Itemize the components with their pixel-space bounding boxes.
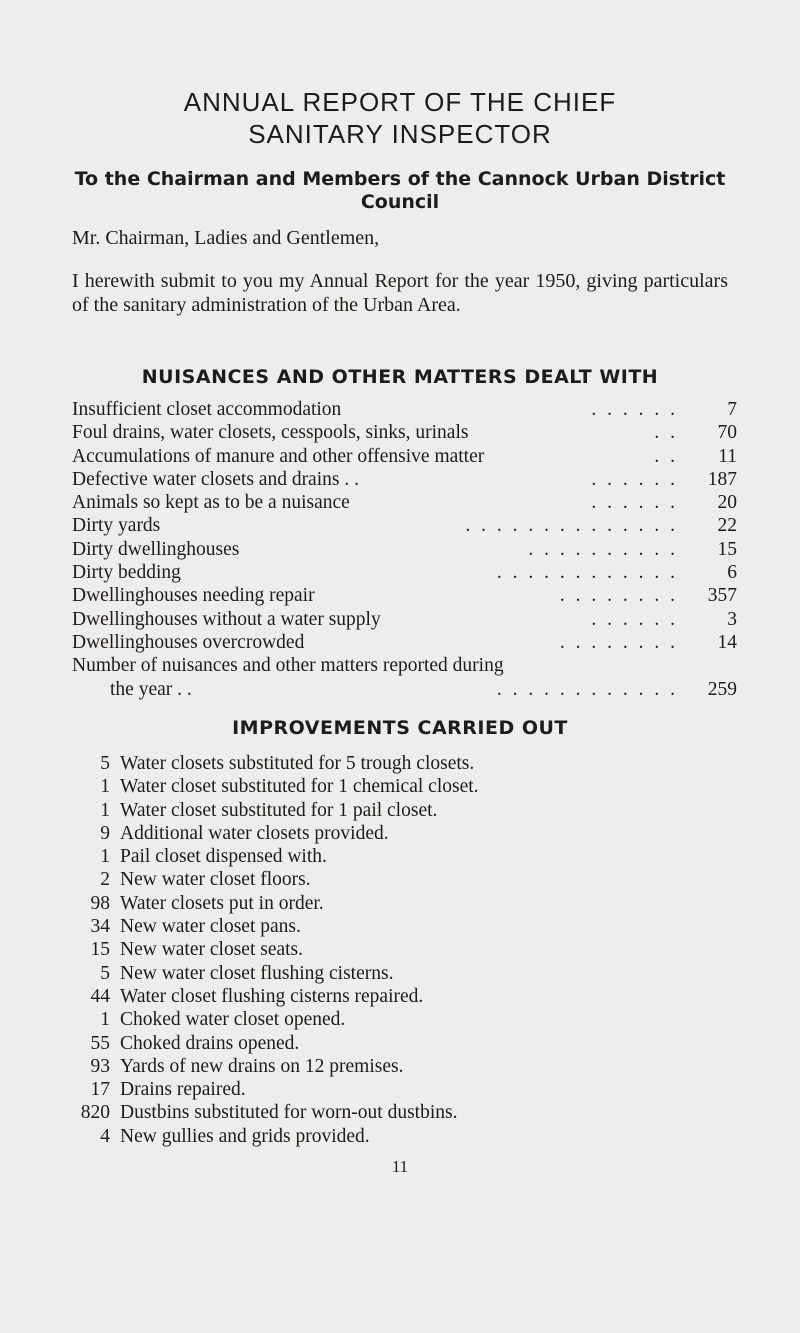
page-number: 11 — [391, 1157, 409, 1176]
nuisance-row — [72, 608, 737, 631]
nuisance-count: 11 — [718, 445, 737, 467]
improvement-desc: Drains repaired. — [120, 1079, 246, 1101]
dot-leader: . . . . . . — [591, 468, 678, 490]
improvement-qty: 1 — [100, 1009, 110, 1031]
nuisances-list — [72, 398, 737, 701]
improvement-item — [72, 915, 732, 938]
nuisance-count: 6 — [727, 562, 737, 584]
dot-leader: . . . . . . . . . . — [528, 538, 678, 560]
improvement-desc: Dustbins substituted for worn-out dustbins. — [120, 1102, 458, 1124]
nuisance-total-row-line-2 — [72, 678, 737, 701]
nuisance-count: 7 — [727, 399, 737, 420]
nuisance-count: 3 — [727, 608, 737, 630]
report-title — [60, 86, 740, 150]
nuisance-count: 187 — [707, 468, 737, 490]
dot-leader: . . . . . . . . . . . . — [496, 678, 678, 700]
improvement-qty: 98 — [90, 892, 110, 914]
improvement-item — [72, 1055, 732, 1078]
improvement-item — [72, 1125, 732, 1148]
improvement-qty: 34 — [90, 916, 110, 938]
nuisance-row — [72, 468, 737, 491]
nuisance-count: 14 — [717, 631, 737, 653]
improvement-desc: Water closet substituted for 1 pail closet. — [120, 799, 438, 821]
improvement-qty: 9 — [100, 822, 110, 844]
improvement-qty: 1 — [100, 776, 110, 798]
improvement-qty: 4 — [100, 1125, 110, 1147]
nuisance-count: 70 — [717, 422, 737, 444]
improvement-qty: 17 — [90, 1079, 110, 1101]
dot-leader: . . . . . . . . — [559, 631, 678, 653]
nuisance-count: 20 — [717, 492, 737, 514]
improvement-desc: Water closet substituted for 1 chemical closet. — [120, 776, 479, 798]
improvement-item — [72, 1032, 732, 1055]
nuisance-label: Foul drains, water closets, cesspools, sinks, urinals — [72, 422, 469, 444]
improvement-desc: New water closet flushing cisterns. — [120, 962, 394, 984]
nuisance-total-row-line-1 — [72, 654, 737, 677]
title-line-1: ANNUAL REPORT OF THE CHIEF — [183, 87, 617, 117]
nuisance-total-count: 259 — [707, 678, 737, 700]
improvement-desc: Water closet flushing cisterns repaired. — [120, 985, 424, 1007]
nuisance-row — [72, 631, 737, 654]
improvement-qty: 2 — [100, 869, 110, 891]
improvement-item — [72, 962, 732, 985]
nuisance-label: Dirty bedding — [72, 562, 181, 584]
nuisance-row — [72, 491, 737, 514]
nuisance-label: Dirty dwellinghouses — [72, 538, 240, 560]
dot-leader: . . — [654, 445, 678, 467]
improvement-desc: Water closets substituted for 5 trough closets. — [120, 753, 475, 774]
nuisance-row — [72, 445, 737, 468]
improvement-desc: New water closet seats. — [120, 939, 304, 961]
nuisance-label: Defective water closets and drains . . — [72, 468, 359, 490]
improvement-item — [72, 799, 732, 822]
improvement-item — [72, 822, 732, 845]
improvement-item — [72, 938, 732, 961]
nuisance-row — [72, 514, 737, 537]
nuisance-count: 15 — [717, 538, 737, 560]
improvement-item — [72, 985, 732, 1008]
total-label-line-1: Number of nuisances and other matters reported during — [72, 655, 504, 677]
intro-paragraph: I herewith submit to you my Annual Report for the year 1950, giving particulars of the sanitary administration of the Urban Area. — [72, 270, 728, 316]
dot-leader: . . . . . . — [591, 399, 678, 420]
nuisance-label: Insufficient closet accommodation — [72, 399, 342, 420]
addressee-line-1: To the Chairman and Members of the Cannock Urban District — [74, 168, 726, 190]
improvement-qty: 44 — [90, 985, 110, 1007]
nuisance-row — [72, 421, 737, 444]
salutation: Mr. Chairman, Ladies and Gentlemen, — [72, 227, 380, 249]
dot-leader: . . . . . . — [591, 492, 678, 514]
improvements-heading: IMPROVEMENTS CARRIED OUT — [232, 717, 568, 739]
dot-leader: . . . . . . . . — [559, 585, 678, 607]
improvement-item — [72, 1008, 732, 1031]
improvement-desc: Choked drains opened. — [120, 1032, 300, 1054]
nuisance-label: Dwellinghouses without a water supply — [72, 608, 381, 630]
nuisance-label: Dwellinghouses overcrowded — [72, 631, 305, 653]
improvement-desc: Pail closet dispensed with. — [120, 846, 327, 868]
nuisance-row — [72, 538, 737, 561]
nuisance-label: Accumulations of manure and other offensive matter — [72, 445, 485, 467]
dot-leader: . . . . . . . . . . . . — [496, 562, 678, 584]
improvement-item — [72, 1101, 732, 1124]
improvement-qty: 820 — [80, 1102, 110, 1124]
improvement-desc: New water closet floors. — [120, 869, 311, 891]
improvement-desc: Yards of new drains on 12 premises. — [120, 1055, 404, 1077]
dot-leader: . . . . . . . . . . . . . . — [465, 515, 678, 537]
nuisance-count: 357 — [707, 585, 737, 607]
improvement-desc: Choked water closet opened. — [120, 1009, 346, 1031]
improvement-item — [72, 775, 732, 798]
nuisance-label: Animals so kept as to be a nuisance — [72, 492, 350, 514]
nuisance-row — [72, 398, 737, 421]
improvement-qty: 5 — [100, 962, 110, 984]
improvement-desc: New water closet pans. — [120, 916, 301, 938]
improvement-item — [72, 868, 732, 891]
improvement-desc: Additional water closets provided. — [120, 822, 389, 844]
improvement-desc: Water closets put in order. — [120, 892, 324, 914]
improvement-qty: 93 — [90, 1055, 110, 1077]
addressee — [72, 168, 728, 214]
improvement-qty: 55 — [90, 1032, 110, 1054]
nuisance-label: Dirty yards — [72, 515, 161, 537]
dot-leader: . . . . . . — [591, 608, 678, 630]
improvement-item — [72, 752, 732, 775]
improvement-qty: 1 — [100, 799, 110, 821]
improvement-desc: New gullies and grids provided. — [120, 1125, 370, 1147]
dot-leader: . . — [654, 422, 678, 444]
nuisances-heading: NUISANCES AND OTHER MATTERS DEALT WITH — [141, 366, 659, 388]
improvement-qty: 5 — [100, 753, 110, 774]
total-label-line-2: the year . . — [110, 678, 192, 700]
nuisance-label: Dwellinghouses needing repair — [72, 585, 315, 607]
improvement-item — [72, 1078, 732, 1101]
addressee-line-2: Council — [360, 191, 440, 213]
improvement-item — [72, 892, 732, 915]
nuisance-row — [72, 584, 737, 607]
title-line-2: SANITARY INSPECTOR — [248, 119, 552, 149]
improvement-item — [72, 845, 732, 868]
improvement-qty: 15 — [90, 939, 110, 961]
nuisance-row — [72, 561, 737, 584]
improvement-qty: 1 — [100, 846, 110, 868]
improvements-list — [72, 752, 732, 1148]
nuisance-count: 22 — [717, 515, 737, 537]
